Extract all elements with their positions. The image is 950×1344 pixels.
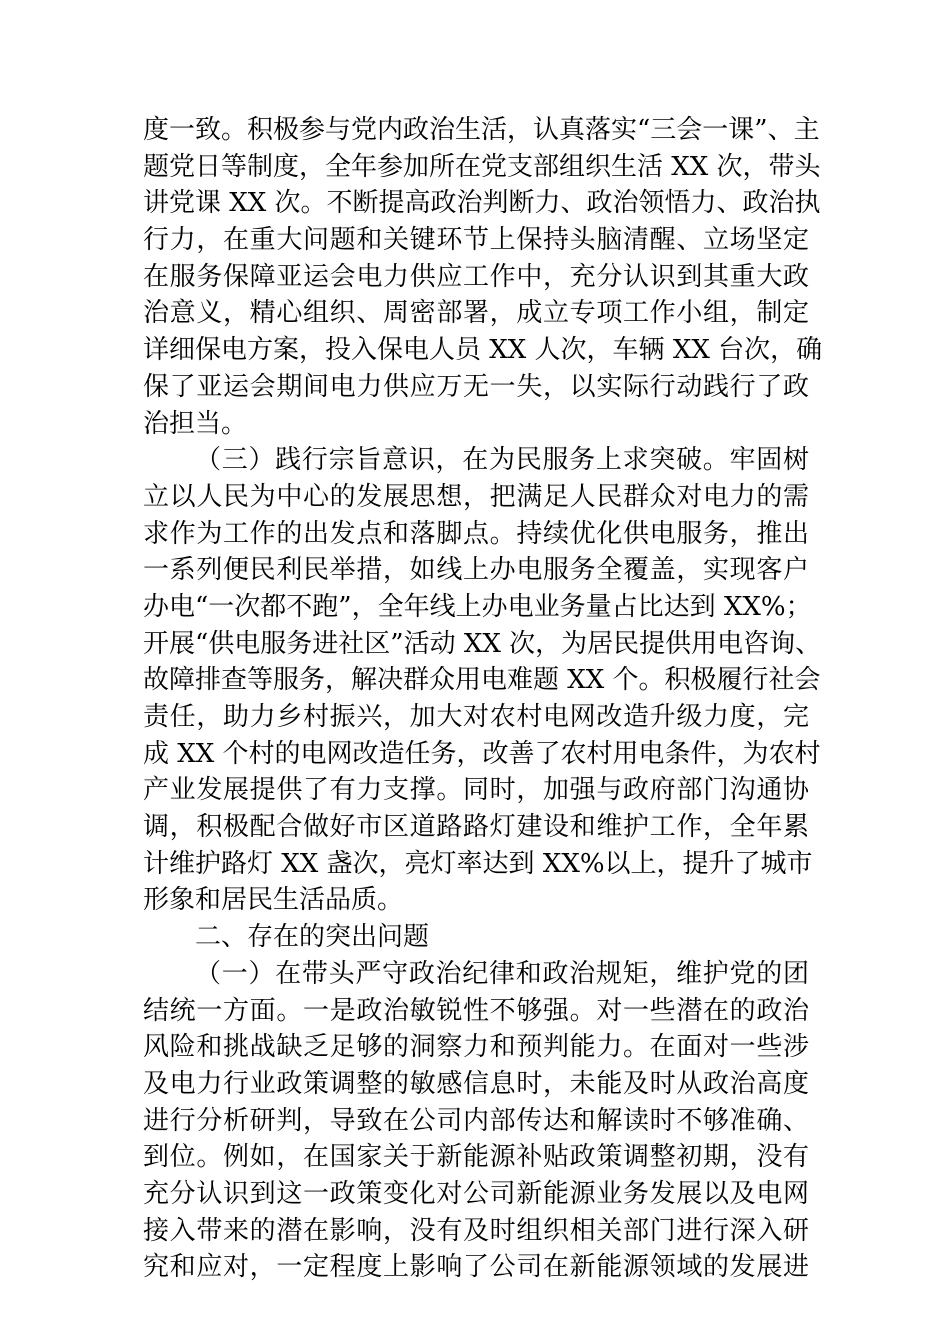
text-line: 在服务保障亚运会电力供应工作中，充分认识到其重大政 [143, 261, 809, 292]
text-line: 调，积极配合做好市区道路路灯建设和维护工作，全年累 [143, 812, 809, 843]
text-line: 求作为工作的出发点和落脚点。持续优化供电服务，推出 [143, 518, 809, 549]
text-line: 计维护路灯 XX 盏次，亮灯率达到 XX%以上，提升了城市 [143, 848, 813, 879]
text-line: 结统一方面。一是政治敏锐性不够强。对一些潜在的政治 [143, 995, 809, 1026]
text-line: 行力，在重大问题和关键环节上保持头脑清醒、立场坚定 [143, 225, 809, 256]
text-line: 成 XX 个村的电网改造任务，改善了农村用电条件，为农村 [143, 738, 821, 769]
text-line: 接入带来的潜在影响，没有及时组织相关部门进行深入研 [143, 1215, 809, 1246]
text-line: 充分认识到这一政策变化对公司新能源业务发展以及电网 [143, 1178, 809, 1209]
text-line: 开展“供电服务进社区”活动 XX 次，为居民提供用电咨询、 [143, 628, 822, 659]
text-line: 治意义，精心组织、周密部署，成立专项工作小组，制定 [143, 298, 809, 329]
text-line: 立以人民为中心的发展思想，把满足人民群众对电力的需 [143, 481, 809, 512]
text-line: 进行分析研判，导致在公司内部传达和解读时不够准确、 [143, 1105, 809, 1136]
text-line: 度一致。积极参与党内政治生活，认真落实“三会一课”、主 [143, 115, 820, 145]
text-line: 故障排查等服务，解决群众用电难题 XX 个。积极履行社会 [143, 665, 821, 696]
section-paragraph-start: （一）在带头严守政治纪律和政治规矩，维护党的团 [195, 958, 809, 989]
text-line: 一系列便民利民举措，如线上办电服务全覆盖，实现客户 [143, 555, 809, 586]
text-line: 产业发展提供了有力支撑。同时，加强与政府部门沟通协 [143, 775, 809, 806]
text-line: 及电力行业政策调整的敏感信息时，未能及时从政治高度 [143, 1068, 809, 1099]
document-body [143, 112, 823, 1286]
text-line: 风险和挑战缺乏足够的洞察力和预判能力。在面对一些涉 [143, 1032, 809, 1063]
text-line: 到位。例如，在国家关于新能源补贴政策调整初期，没有 [143, 1142, 809, 1173]
text-line: 办电“一次都不跑”，全年线上办电业务量占比达到 XX%； [143, 591, 812, 622]
text-line: 形象和居民生活品质。 [143, 885, 404, 916]
text-line: 讲党课 XX 次。不断提高政治判断力、政治领悟力、政治执 [143, 188, 821, 219]
text-line: 究和应对，一定程度上影响了公司在新能源领域的发展进 [143, 1252, 809, 1283]
section-paragraph-start: （三）践行宗旨意识，在为民服务上求突破。牢固树 [195, 445, 809, 476]
text-line: 责任，助力乡村振兴，加大对农村电网改造升级力度，完 [143, 702, 809, 732]
text-line: 题党日等制度，全年参加所在党支部组织生活 XX 次，带头 [143, 151, 821, 182]
text-line: 治担当。 [143, 408, 248, 439]
text-line: 详细保电方案，投入保电人员 XX 人次，车辆 XX 台次，确 [143, 335, 823, 366]
section-heading: 二、存在的突出问题 [195, 922, 430, 953]
text-line: 保了亚运会期间电力供应万无一失，以实际行动践行了政 [143, 371, 809, 402]
